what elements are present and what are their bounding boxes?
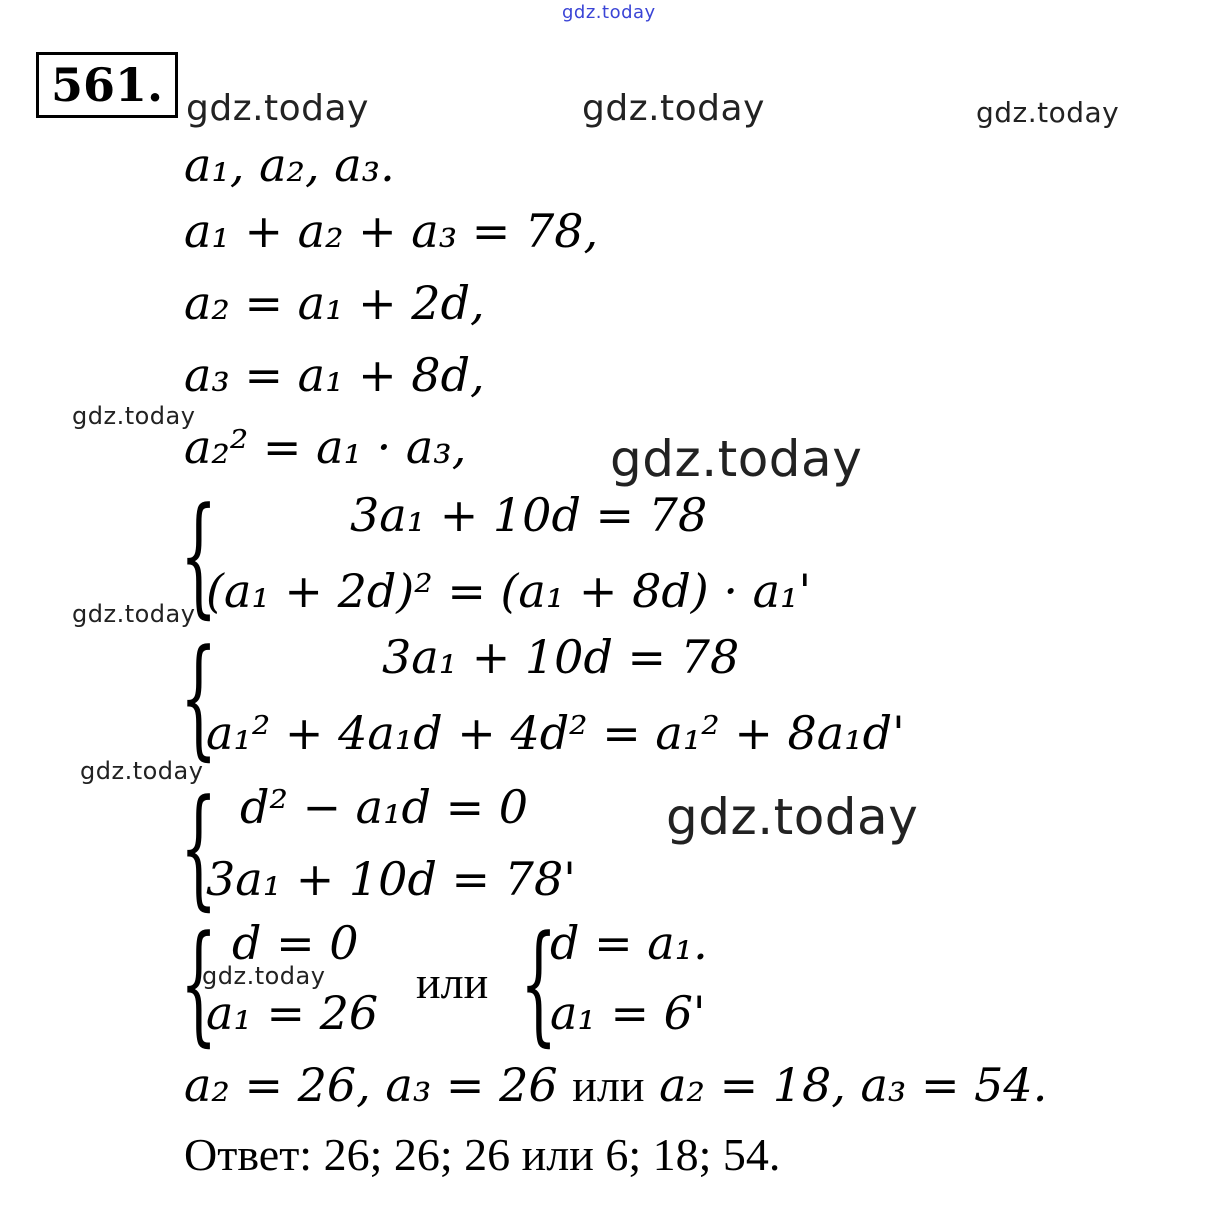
system1-row1: 3a₁ + 10d = 78: [350, 488, 708, 542]
system-brace: {: [180, 771, 218, 923]
problem-number: 561.: [36, 52, 178, 118]
system2-row1: 3a₁ + 10d = 78: [382, 630, 740, 684]
result-connector: или: [572, 1060, 645, 1111]
watermark: gdz.today: [666, 788, 919, 846]
a2-equation: a₂ = a₁ + 2d,: [184, 276, 485, 330]
result-part2: a₂ = 18, a₃ = 54.: [659, 1058, 1048, 1112]
result-part1: a₂ = 26, a₃ = 26: [184, 1058, 558, 1112]
watermark: gdz.today: [186, 88, 369, 129]
sequence-terms-line: a₁, a₂, a₃.: [184, 138, 395, 192]
system4-right-row1: d = a₁.: [550, 916, 708, 970]
watermark: gdz.today: [80, 757, 204, 785]
a3-equation: a₃ = a₁ + 8d,: [184, 348, 485, 402]
sum-equation: a₁ + a₂ + a₃ = 78,: [184, 204, 599, 258]
system3-row1: d² − a₁d = 0: [240, 780, 529, 834]
system-brace: {: [180, 479, 218, 631]
watermark-top: gdz.today: [562, 2, 656, 23]
result-line: [184, 1058, 1048, 1112]
system2-row2: a₁² + 4a₁d + 4d² = a₁² + 8a₁d': [206, 706, 905, 760]
watermark: gdz.today: [610, 430, 863, 488]
system3-row2: 3a₁ + 10d = 78': [206, 852, 576, 906]
system-brace: {: [180, 621, 218, 773]
answer-line: Ответ: 26; 26; 26 или 6; 18; 54.: [184, 1129, 781, 1180]
watermark: gdz.today: [202, 962, 326, 990]
system4-left-row2: a₁ = 26: [206, 986, 379, 1040]
geometric-condition: a₂² = a₁ · a₃,: [184, 420, 467, 474]
watermark: gdz.today: [72, 600, 196, 628]
watermark: gdz.today: [72, 402, 196, 430]
system4-connector: или: [416, 957, 489, 1008]
watermark: gdz.today: [582, 88, 765, 129]
system-brace: {: [180, 907, 218, 1059]
system1-row2: (a₁ + 2d)² = (a₁ + 8d) · a₁': [206, 564, 812, 618]
system4-right-row2: a₁ = 6': [550, 986, 706, 1040]
watermark: gdz.today: [976, 96, 1120, 129]
system4-left-row1: d = 0: [232, 916, 359, 970]
system-brace: {: [520, 907, 558, 1059]
